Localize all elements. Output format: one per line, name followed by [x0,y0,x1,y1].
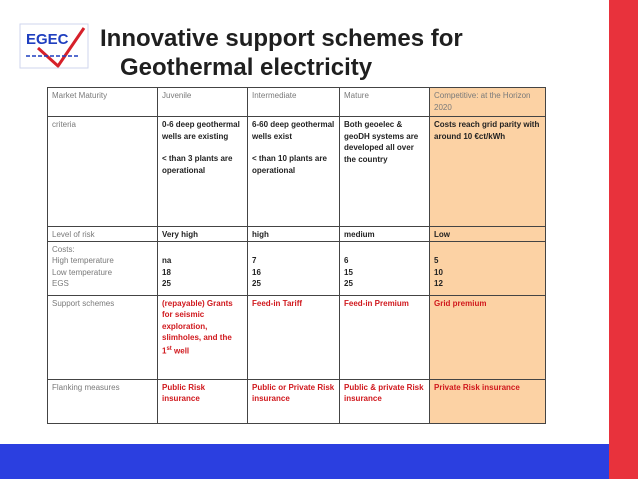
table-row-risk [48,227,546,242]
support-schemes-table [47,87,546,424]
table-row-costs [48,241,546,295]
costs-mature-low: 15 [344,267,353,277]
criteria-juvenile-plants: < than 3 plants are operational [162,154,233,175]
support-mature: Feed-in Premium [340,295,430,379]
costs-juvenile-low: 18 [162,267,171,277]
risk-mature: medium [340,227,430,242]
title-line-1: Innovative support schemes for [100,25,463,52]
header-mature: Mature [340,88,430,117]
risk-competitive: Low [430,227,546,242]
costs-intermediate-low: 16 [252,267,261,277]
support-juvenile-text: (repayable) Grants for seismic exploration, slimholes, and the 1 [162,298,233,356]
costs-juvenile [158,241,248,295]
criteria-juvenile-wells: 0-6 deep geothermal wells are existing [162,120,240,141]
flanking-competitive: Private Risk insurance [430,379,546,423]
row-label-market-maturity: Market Maturity [48,88,158,117]
title-line-2: Geothermal electricity [120,54,373,81]
criteria-intermediate [248,117,340,227]
costs-intermediate-high: 7 [252,256,257,265]
support-juvenile-end: well [171,346,190,356]
egec-logo [18,22,90,70]
bottom-accent-bar [0,444,609,479]
costs-label-title: Costs: [52,244,75,254]
costs-mature-egs: 25 [344,279,353,288]
costs-label-high: High temperature [52,256,114,265]
table-row-criteria [48,117,546,227]
row-label-costs [48,241,158,295]
costs-juvenile-high: na [162,256,172,265]
slide-title [100,24,600,82]
logo-text: EGEC [26,31,69,48]
support-intermediate: Feed-in Tariff [248,295,340,379]
risk-juvenile: Very high [158,227,248,242]
criteria-intermediate-wells: 6-60 deep geothermal wells exist [252,120,335,141]
row-label-support: Support schemes [48,295,158,379]
flanking-juvenile: Public Risk insurance [158,379,248,423]
row-label-criteria: criteria [48,117,158,227]
support-juvenile-superscript: st [166,345,172,352]
costs-competitive-high: 5 [434,256,439,265]
table-row-flanking [48,379,546,423]
header-competitive: Competitive: at the Horizon 2020 [430,88,546,117]
criteria-juvenile [158,117,248,227]
flanking-mature: Public & private Risk insurance [340,379,430,423]
table-row-support [48,295,546,379]
criteria-intermediate-plants: < than 10 plants are operational [252,154,327,175]
costs-mature-high: 6 [344,256,349,265]
costs-competitive [430,241,546,295]
costs-intermediate-egs: 25 [252,279,261,288]
costs-mature [340,241,430,295]
costs-label-egs: EGS [52,279,69,288]
costs-label-low: Low temperature [52,267,113,277]
right-accent-bar [609,0,638,479]
header-intermediate: Intermediate [248,88,340,117]
support-competitive: Grid premium [430,295,546,379]
row-label-flanking: Flanking measures [48,379,158,423]
costs-competitive-egs: 12 [434,279,443,288]
criteria-mature: Both geoelec & geoDH systems are developed all over the country [340,117,430,227]
header-juvenile: Juvenile [158,88,248,117]
costs-juvenile-egs: 25 [162,279,171,288]
row-label-risk: Level of risk [48,227,158,242]
flanking-intermediate: Public or Private Risk insurance [248,379,340,423]
costs-intermediate [248,241,340,295]
costs-competitive-low: 10 [434,267,443,277]
criteria-competitive: Costs reach grid parity with around 10 €ct/kWh [430,117,546,227]
support-juvenile [158,295,248,379]
table-row-header [48,88,546,117]
risk-intermediate: high [248,227,340,242]
